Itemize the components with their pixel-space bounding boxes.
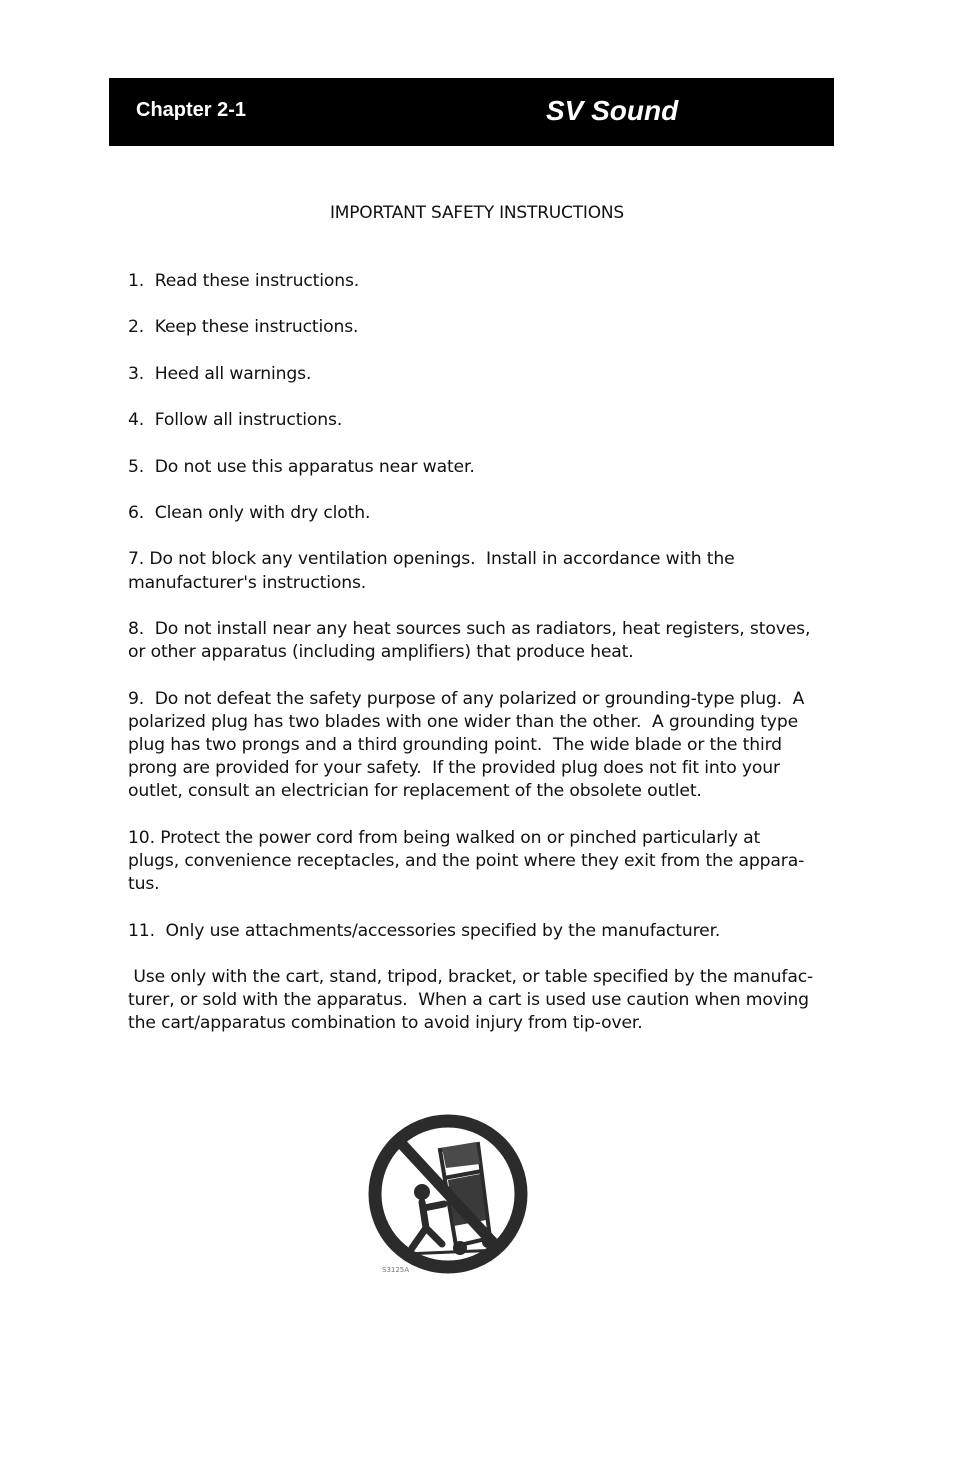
figure-caption: S3125A <box>382 1266 410 1274</box>
safety-instructions-list <box>128 270 838 1036</box>
instruction-item: 2. Keep these instructions. <box>128 317 359 338</box>
instruction-item: 5. Do not use this apparatus near water. <box>128 456 475 477</box>
cart-tip-over-warning-icon <box>360 1108 536 1284</box>
instruction-item: 4. Follow all instructions. <box>128 410 343 431</box>
instruction-item: 9. Do not defeat the safety purpose of any polarized or grounding-type plug. A polarized plug has two blades with one wider than the other. A grounding type plug has two prongs and a third grounding point. The wide blade or the third prong are provided for your safety. If the provided plug does not fit into your outlet, consult an electrician for replacement of the obsolete outlet. <box>128 688 805 802</box>
instruction-item: 7. Do not block any ventilation openings. Install in accordance with the manufacturer's instructions. <box>128 549 735 593</box>
instruction-item: Use only with the cart, stand, tripod, bracket, or table specified by the manufac- turer, or sold with the apparatus. When a cart is used use caution when moving the cart/apparatus combination to avoid injury from tip-over. <box>128 966 814 1034</box>
brand-title: SV Sound <box>546 95 679 126</box>
instruction-item: 1. Read these instructions. <box>128 271 360 291</box>
instruction-item: 6. Clean only with dry cloth. <box>128 502 371 523</box>
instruction-item: 11. Only use attachments/accessories specified by the manufacturer. <box>128 920 721 941</box>
chapter-header-bar <box>109 78 834 146</box>
instruction-item: 3. Heed all warnings. <box>128 363 312 384</box>
chapter-label: Chapter 2-1 <box>136 99 247 121</box>
document-heading: IMPORTANT SAFETY INSTRUCTIONS <box>329 203 625 223</box>
cart-warning-figure <box>360 1108 536 1284</box>
instruction-item: 10. Protect the power cord from being walked on or pinched particularly at plugs, convenience receptacles, and the point where they exit from the appara- tus. <box>128 827 805 895</box>
instruction-item: 8. Do not install near any heat sources such as radiators, heat registers, stoves, or other apparatus (including amplifiers) that produce heat. <box>128 618 811 663</box>
